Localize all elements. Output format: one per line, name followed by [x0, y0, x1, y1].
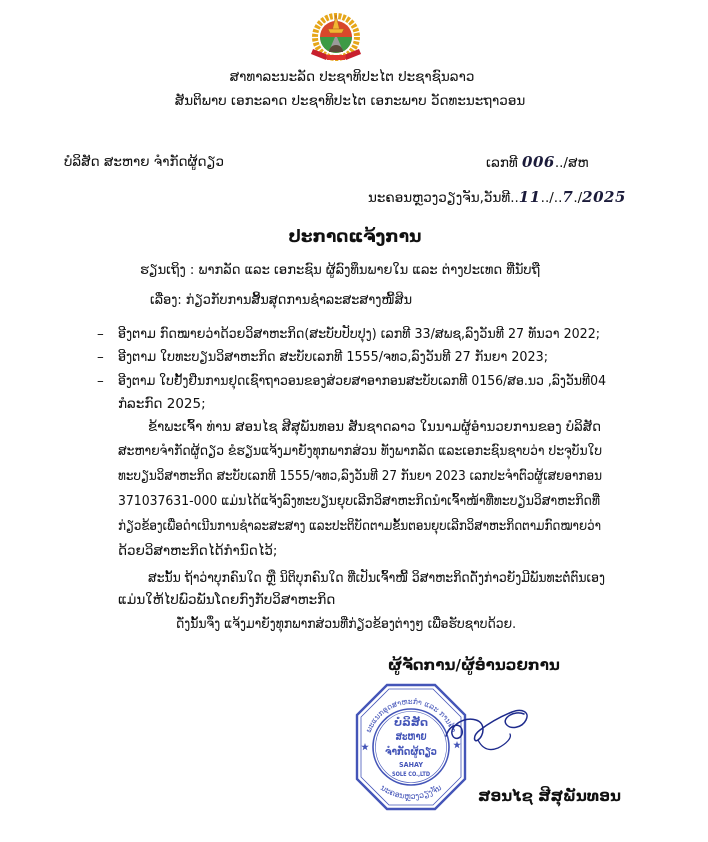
- handwritten-signature: [440, 690, 540, 775]
- body-line: ສະຫາຍຈຳກັດຜູ້ດຽວ ຂໍຮຽນແຈ້ງມາຍັງທຸກພາກສ່ວນ ທັງພາກລັດ ແລະເອກະຊົນຊາບວ່າ ປະຈຸບັນໃບ: [118, 443, 602, 459]
- subject: ເລື່ອງ: ກ່ຽວກັບການສິ້ນສຸດການຊຳລະສະສາງໜີ້ສິນ: [150, 292, 412, 308]
- body-line: ສະນັ້ນ ຖ້າວ່າບຸກຄົນໃດ ຫຼື ນິຕິບຸກຄົນໃດ ທີ່ເປັນເຈົ້າໜີ້ ວິສາຫະກິດດັ່ງກ່າວຍັງມີພັນທະຕໍ່ຕົນເອງ: [148, 570, 605, 586]
- reference-item: ອີງຕາມ ໃບຢັ້ງຢືນການຢຸດເຊົາຖາວອນຂອງສ່ວຍສາອາກອນສະບັບເລກທີ 0156/ສອ.ນວ ,ລົງວັນທີ04: [118, 373, 606, 389]
- addressee: ຮຽນເຖິງ : ພາກລັດ ແລະ ເອກະຊົນ ຜູ້ລົງທຶນພາຍໃນ ແລະ ຕ່າງປະເທດ ທີ່ນັບຖື: [140, 262, 540, 278]
- stamp-line-4: SAHAY: [399, 761, 424, 769]
- body-line: ດັ່ງນັ້ນຈຶ່ງ ແຈ້ງມາຍັງທຸກພາກສ່ວນທີ່ກ່ຽວຂ້ອງຕ່າງໆ ເພື່ອຮັບຊາບດ້ວຍ.: [176, 616, 516, 632]
- emblem-ribbon-center: [326, 55, 346, 60]
- reference-handwritten-number: 006: [522, 153, 555, 171]
- bullet-marker: –: [97, 326, 104, 342]
- reference-suffix: ../ສຫ: [554, 155, 589, 171]
- signatory-name: ສອນໄຊ ສີສຸພັນທອນ: [478, 787, 621, 805]
- signature-stroke-tail: [478, 734, 510, 750]
- header-country: ສາທາລະນະລັດ ປະຊາທິປະໄຕ ປະຊາຊົນລາວ: [229, 69, 475, 85]
- lao-national-emblem-icon: [306, 6, 366, 62]
- stamp-ring-top-text: ພະແນກອຸດສາຫະກຳ ແລະ ການຄ້າ: [363, 696, 459, 734]
- stamp-line-5: SOLE CO.,LTD: [392, 770, 431, 778]
- date-line: [368, 185, 626, 209]
- stamp-ring-bottom-text: ນະຄອນຫຼວງວຽງຈັນ: [378, 783, 444, 802]
- page-title: ປະກາດແຈ້ງການ: [288, 227, 422, 247]
- date-sep-2: ./: [573, 190, 583, 206]
- date-lead: ..: [510, 190, 519, 206]
- reference-item-continuation: ກໍລະກົດ 2025;: [118, 396, 206, 412]
- header-motto: ສັນຕິພາບ ເອກະລາດ ປະຊາທິປະໄຕ ເອກະພາບ ວັດທະນະຖາວອນ: [174, 93, 526, 109]
- body-line: ດ້ວຍວິສາຫະກິດໄດ້ກຳນົດໄວ້;: [118, 543, 278, 559]
- body-line: ທະບຽນວິສາຫະກິດ ສະບັບເລກທີ 1555/ຈທວ,ລົງວັນທີ 27 ກັນຍາ 2023 ເລກປະຈຳຕົວຜູ້ເສຍອາກອນ: [118, 468, 602, 484]
- stamp-line-3: ຈຳກັດຜູ້ດຽວ: [385, 745, 450, 758]
- date-month: 7: [562, 188, 574, 206]
- bullet-marker: –: [97, 373, 104, 389]
- signature-stroke-main: [446, 710, 527, 740]
- stamp-line-1: ບໍລິສັດ: [394, 716, 428, 729]
- reference-item: ອີງຕາມ ກົດໝາຍວ່າດ້ວຍວິສາຫະກິດ(ສະບັບປັບປຸງ) ເລກທີ 33/ສພຊ,ລົງວັນທີ 27 ທັນວາ 2022;: [118, 326, 600, 342]
- stamp-star-left: [361, 743, 369, 750]
- date-sep-1: ../..: [540, 190, 563, 206]
- date-year: 2025: [582, 188, 626, 206]
- sender-company: ບໍລິສັດ ສະຫາຍ ຈຳກັດຜູ້ດຽວ: [64, 154, 224, 170]
- emblem-that-luang-base: [328, 29, 344, 33]
- date-place: ນະຄອນຫຼວງວຽງຈັນ,ວັນທີ: [368, 190, 511, 206]
- reference-number: [486, 150, 598, 174]
- stamp-ring-bottom: [379, 783, 443, 802]
- reference-item: ອີງຕາມ ໃບທະບຽນວິສາຫະກິດ ສະບັບເລກທີ 1555/ຈທວ,ລົງວັນທີ 27 ກັນຍາ 2023;: [118, 349, 548, 365]
- reference-label: ເລກທີ: [486, 155, 523, 171]
- signatory-role: ຜູ້ຈັດການ/ຜູ້ອຳນວຍການ: [388, 656, 560, 674]
- bullet-marker: –: [97, 349, 104, 365]
- body-line: ຂ້າພະເຈົ້າ ທ່ານ ສອນໄຊ ສີສຸພັນທອນ ສັນຊາດລາວ ໃນນາມຜູ້ອຳນວຍການຂອງ ບໍລິສັດ: [148, 419, 601, 435]
- body-line: 371037631-000 ແມ່ນໄດ້ແຈ້ງລົງທະບຽນຍຸບເລີກວິສາຫະກິດນຳເຈົ້າໜ້າທີ່ທະບຽນວິສາຫະກິດທີ່: [118, 493, 600, 509]
- body-line: ແມ່ນໃຫ້ໄປພົວພັນໂດຍກົງກັບວິສາຫະກິດ: [118, 592, 336, 608]
- stamp-line-2: ສະຫາຍ: [395, 730, 427, 743]
- body-line: ກ່ຽວຂ້ອງເພື່ອດຳເນີນການຊຳລະສະສາງ ແລະປະຕິບັດຕາມຂັ້ນຕອນຍຸບເລີກວິສາຫະກິດຕາມກົດໝາຍວ່າ: [118, 518, 601, 534]
- date-day: 11: [518, 188, 541, 206]
